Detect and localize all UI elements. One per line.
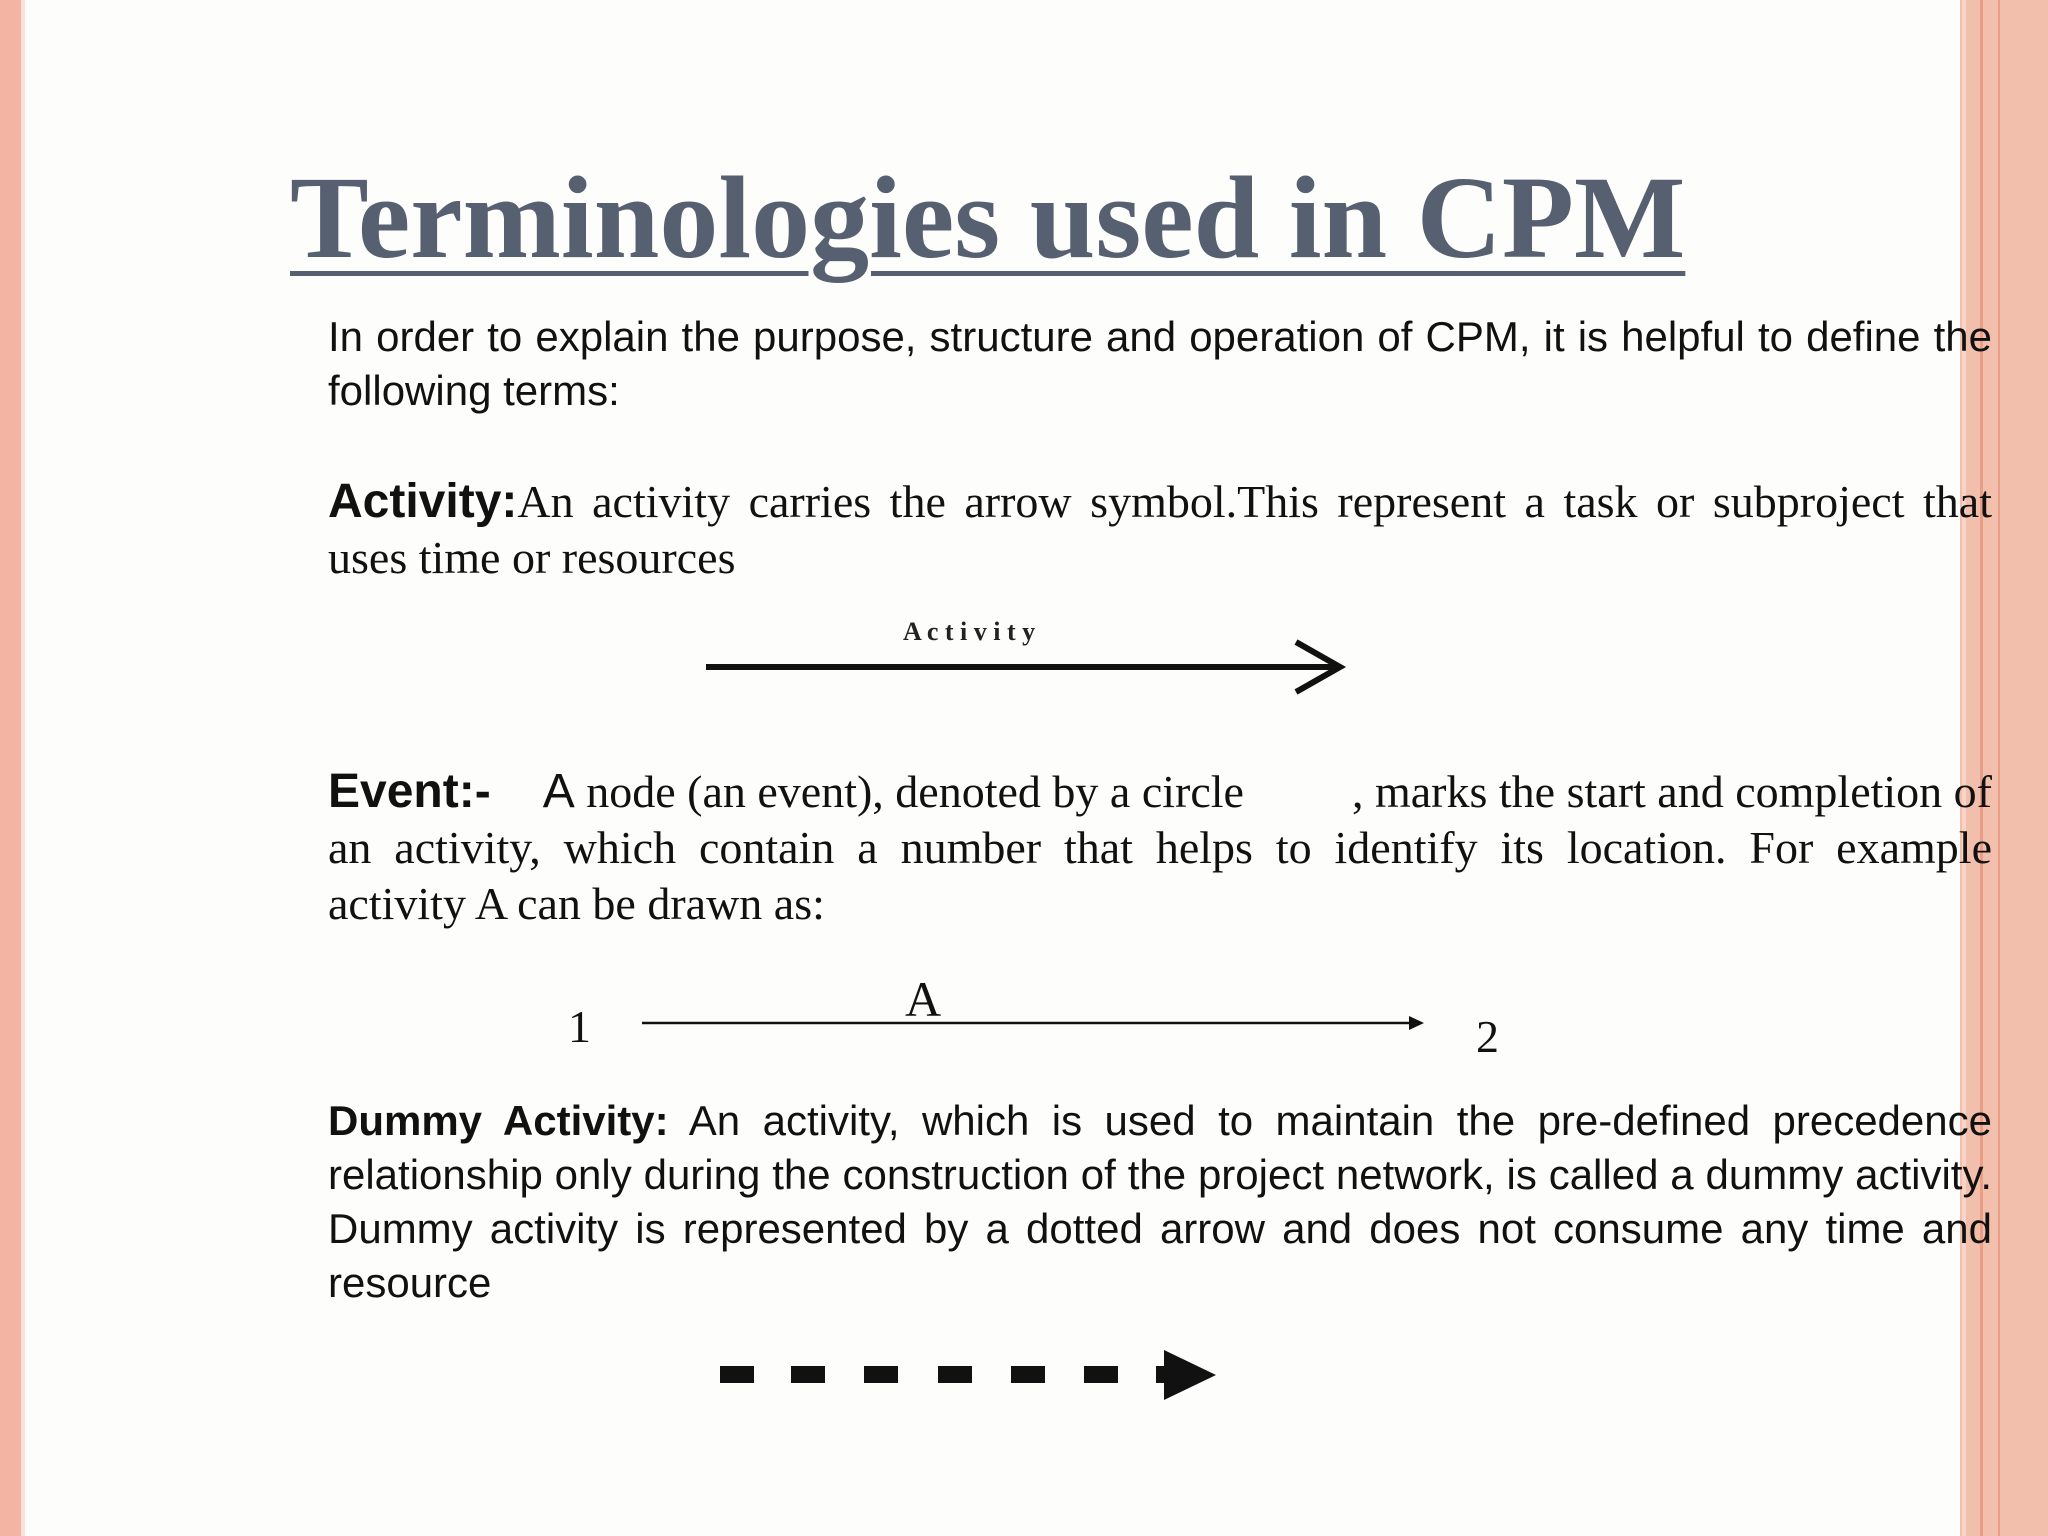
activity-arrow-diagram [706,617,1340,692]
activity-paragraph [328,474,1992,586]
event-paragraph [328,764,1992,932]
start-node-label: 1 [568,1001,591,1052]
intro-paragraph: In order to explain the purpose, structure and operation of CPM, it is helpful to define the following terms: [328,313,1992,414]
dummy-arrow-dash [720,1366,754,1383]
left-border-stripe [0,0,21,1536]
dummy-definition: An activity, which is used to maintain the pre-defined precedence relationship only during the construction of the project network, is called a dummy activity. Dummy activity is represented by a dotted arrow and does not consume any time and resource [328,1097,1992,1306]
dummy-arrow-dash [938,1366,972,1383]
event-definition-part1: node (an event), denoted by a circle [586,766,1244,817]
event-diagram [568,971,1499,1062]
event-arrow-head [1409,1016,1424,1030]
dummy-arrow-head [1164,1350,1216,1400]
dummy-arrow-dash [791,1366,825,1383]
dummy-arrow-dash [1156,1366,1176,1383]
activity-arrow-label: A c t i v i t y [903,617,1036,646]
dummy-term: Dummy Activity: [328,1097,669,1144]
activity-term: Activity: [328,475,518,528]
dummy-arrow-diagram [720,1350,1216,1400]
activity-a-label: A [905,971,942,1027]
event-definition-part2: , marks the start and completion of an activity, which contain a number that helps to identify its location. For example activity A can be drawn as: [328,766,1993,929]
left-border-inner-stripe [21,0,25,1536]
end-node-label: 2 [1476,1011,1499,1062]
activity-definition: An activity carries the arrow symbol.This represent a task or subproject that uses time or resources [328,476,1992,583]
dummy-paragraph [328,1094,1992,1310]
activity-arrow-head [1296,642,1340,692]
dummy-arrow-dash [1011,1366,1045,1383]
dummy-arrow-dash [864,1366,898,1383]
event-definition-lead: A [542,765,575,818]
event-term: Event:- [328,765,491,818]
slide-title: Terminologies used in CPM [290,152,1686,283]
right-border-line [1998,0,2000,1536]
dummy-arrow-dash [1084,1366,1118,1383]
